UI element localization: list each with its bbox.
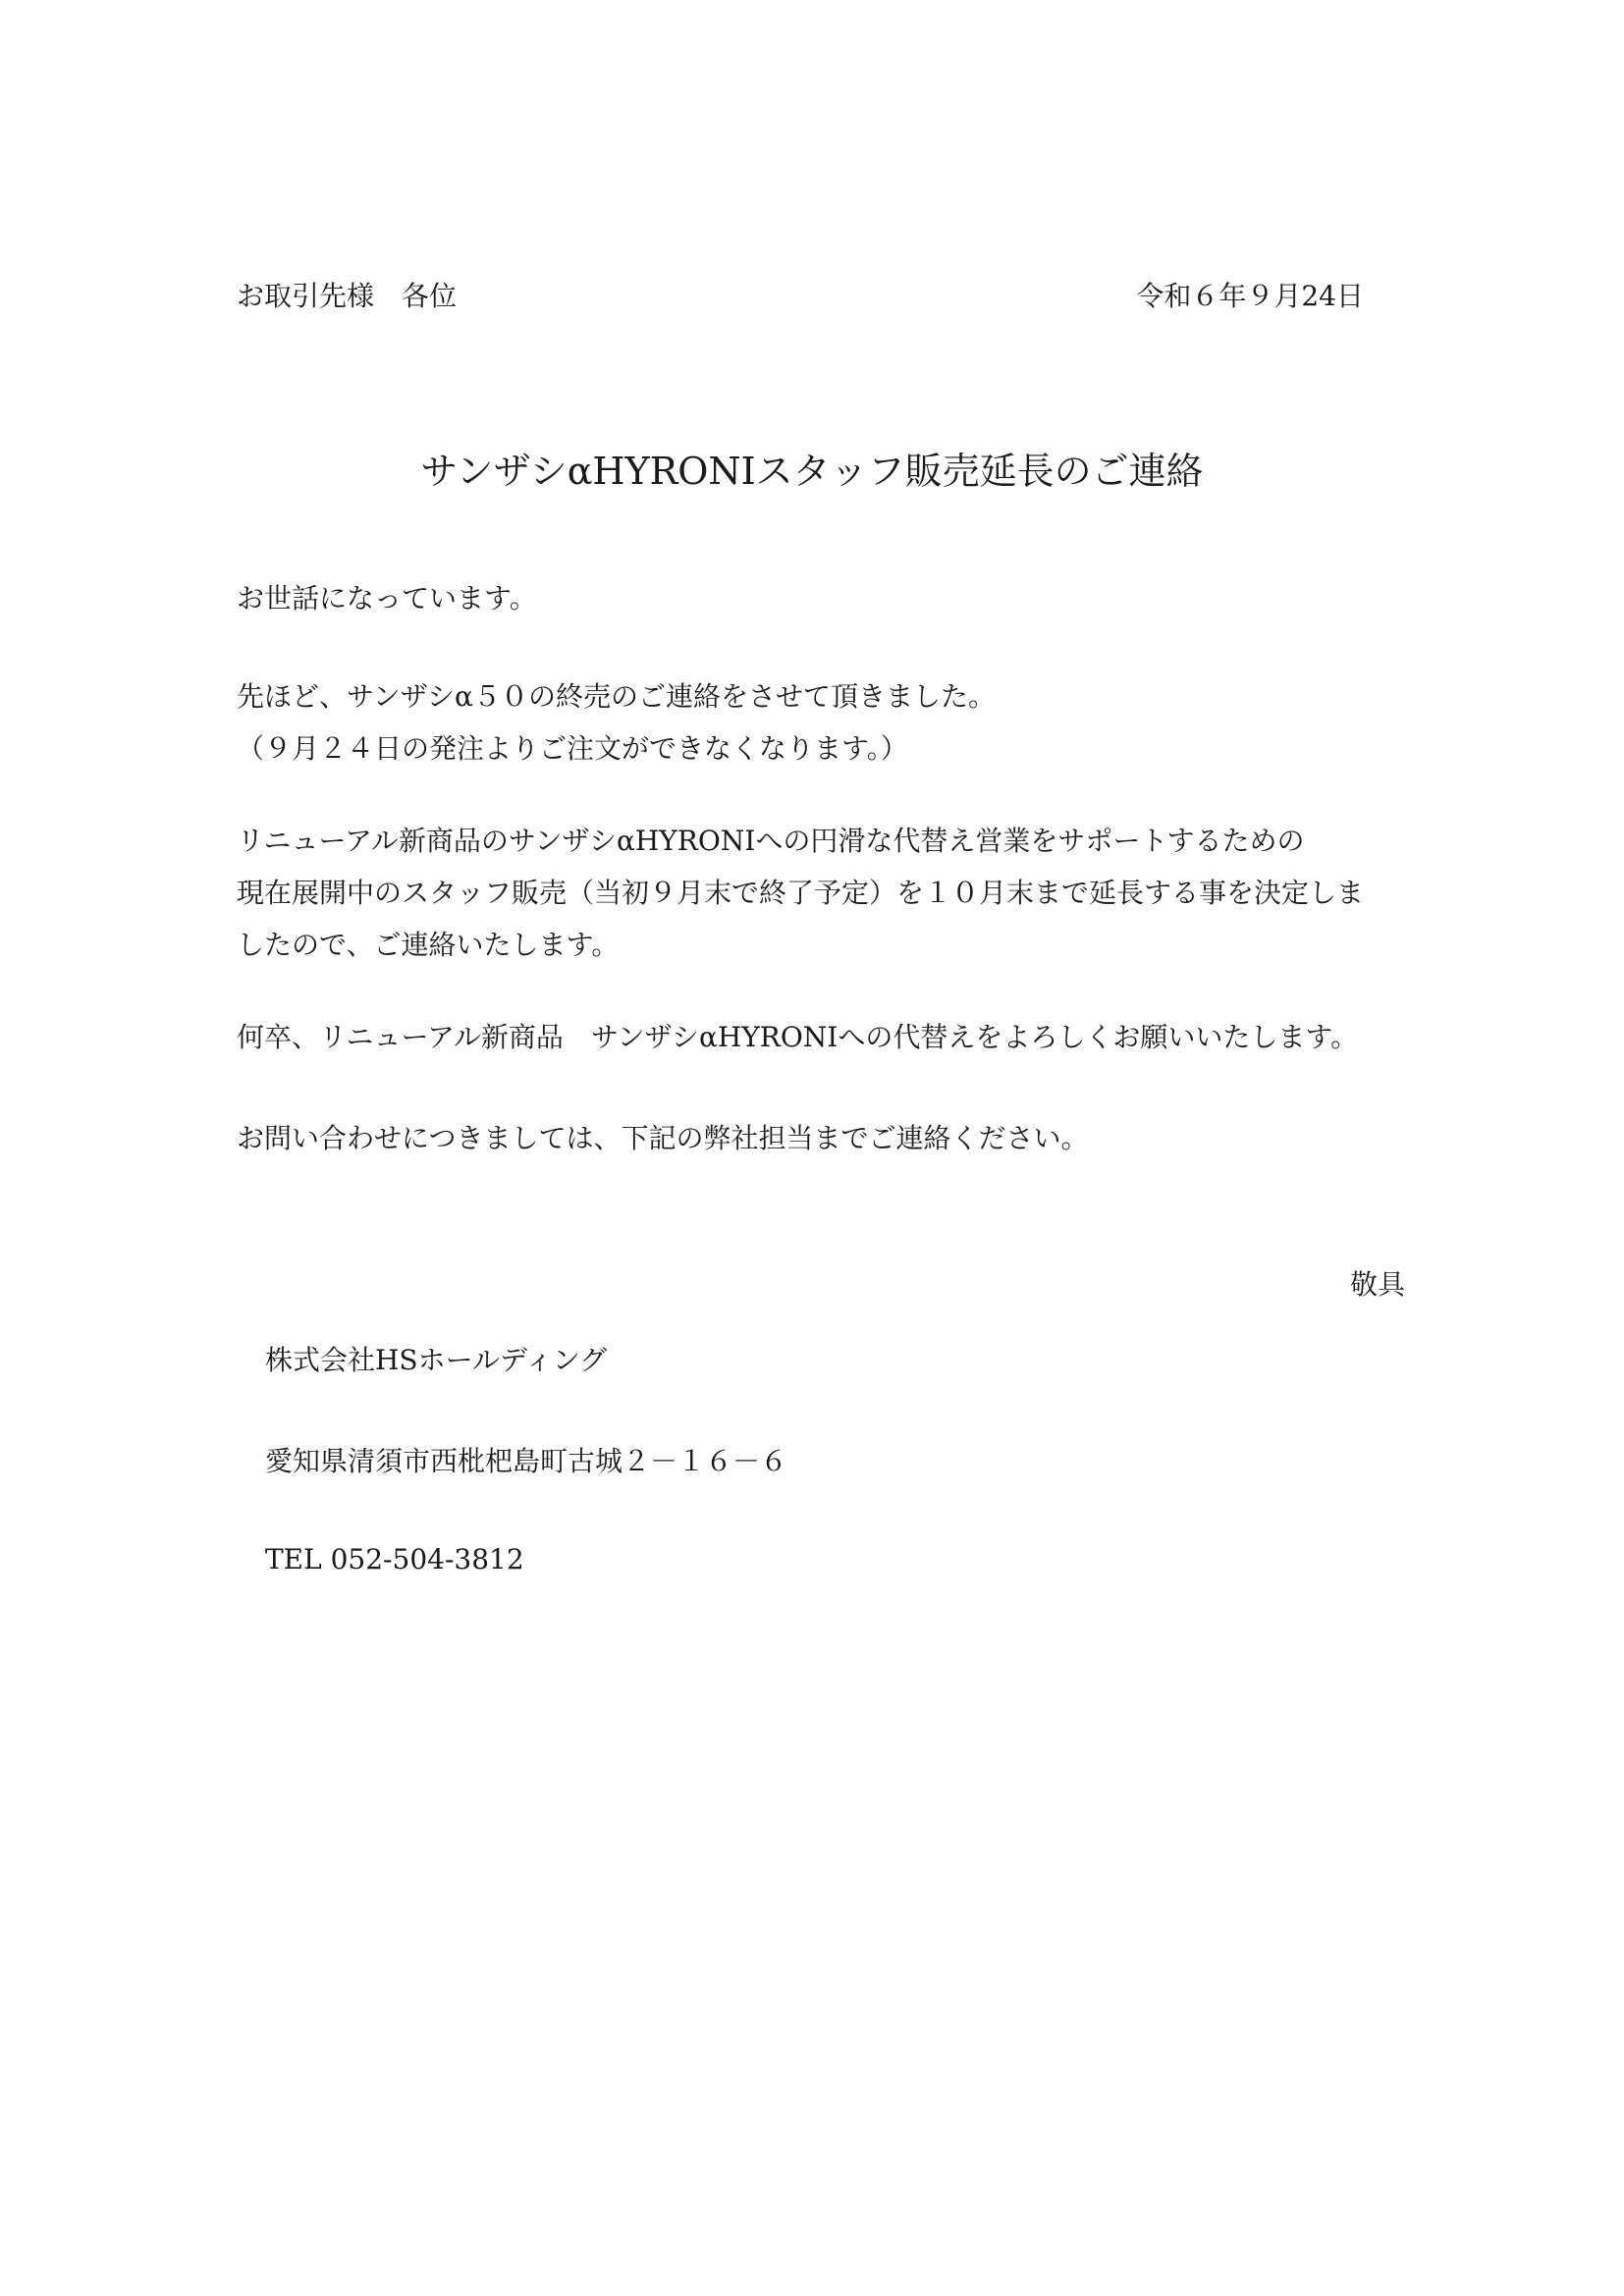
request-paragraph	[237, 1011, 1358, 1063]
paragraph-line: 先ほど、サンザシα５０の終売のご連絡をさせて頂きました。	[237, 680, 996, 713]
inquiry-paragraph	[237, 1112, 1088, 1164]
paragraph-line: お問い合わせにつきましては、下記の弊社担当までご連絡ください。	[237, 1122, 1089, 1154]
sender-phone: TEL 052-504-3812	[265, 1543, 524, 1575]
document-title: サンザシαHYRONIスタッフ販売延長のご連絡	[420, 450, 1204, 493]
addressee: お取引先様 各位	[237, 280, 458, 312]
paragraph-line: 何卒、リニューアル新商品 サンザシαHYRONIへの代替えをよろしくお願いいたします。	[237, 1021, 1359, 1053]
greeting-paragraph	[237, 572, 537, 624]
greeting-line: お世話になっています。	[237, 582, 537, 614]
extension-paragraph	[237, 815, 1364, 971]
paragraph-line: したので、ご連絡いたします。	[237, 929, 620, 961]
sender-company: 株式会社HSホールディング	[265, 1344, 608, 1376]
document-date: 令和６年９月24日	[1136, 280, 1364, 312]
paragraph-line: リニューアル新商品のサンザシαHYRONIへの円滑な代替え営業をサポートするための	[237, 825, 1305, 857]
discontinuation-paragraph	[237, 670, 996, 774]
paragraph-line: （９月２４日の発注よりご注文ができなくなります。）	[237, 732, 908, 765]
paragraph-line: 現在展開中のスタッフ販売（当初９月末で終了予定）を１０月末まで延長する事を決定しま	[237, 877, 1365, 909]
closing-remark: 敬具	[1349, 1268, 1405, 1301]
sender-address: 愛知県清須市西枇杷島町古城２－１６－６	[265, 1445, 788, 1477]
